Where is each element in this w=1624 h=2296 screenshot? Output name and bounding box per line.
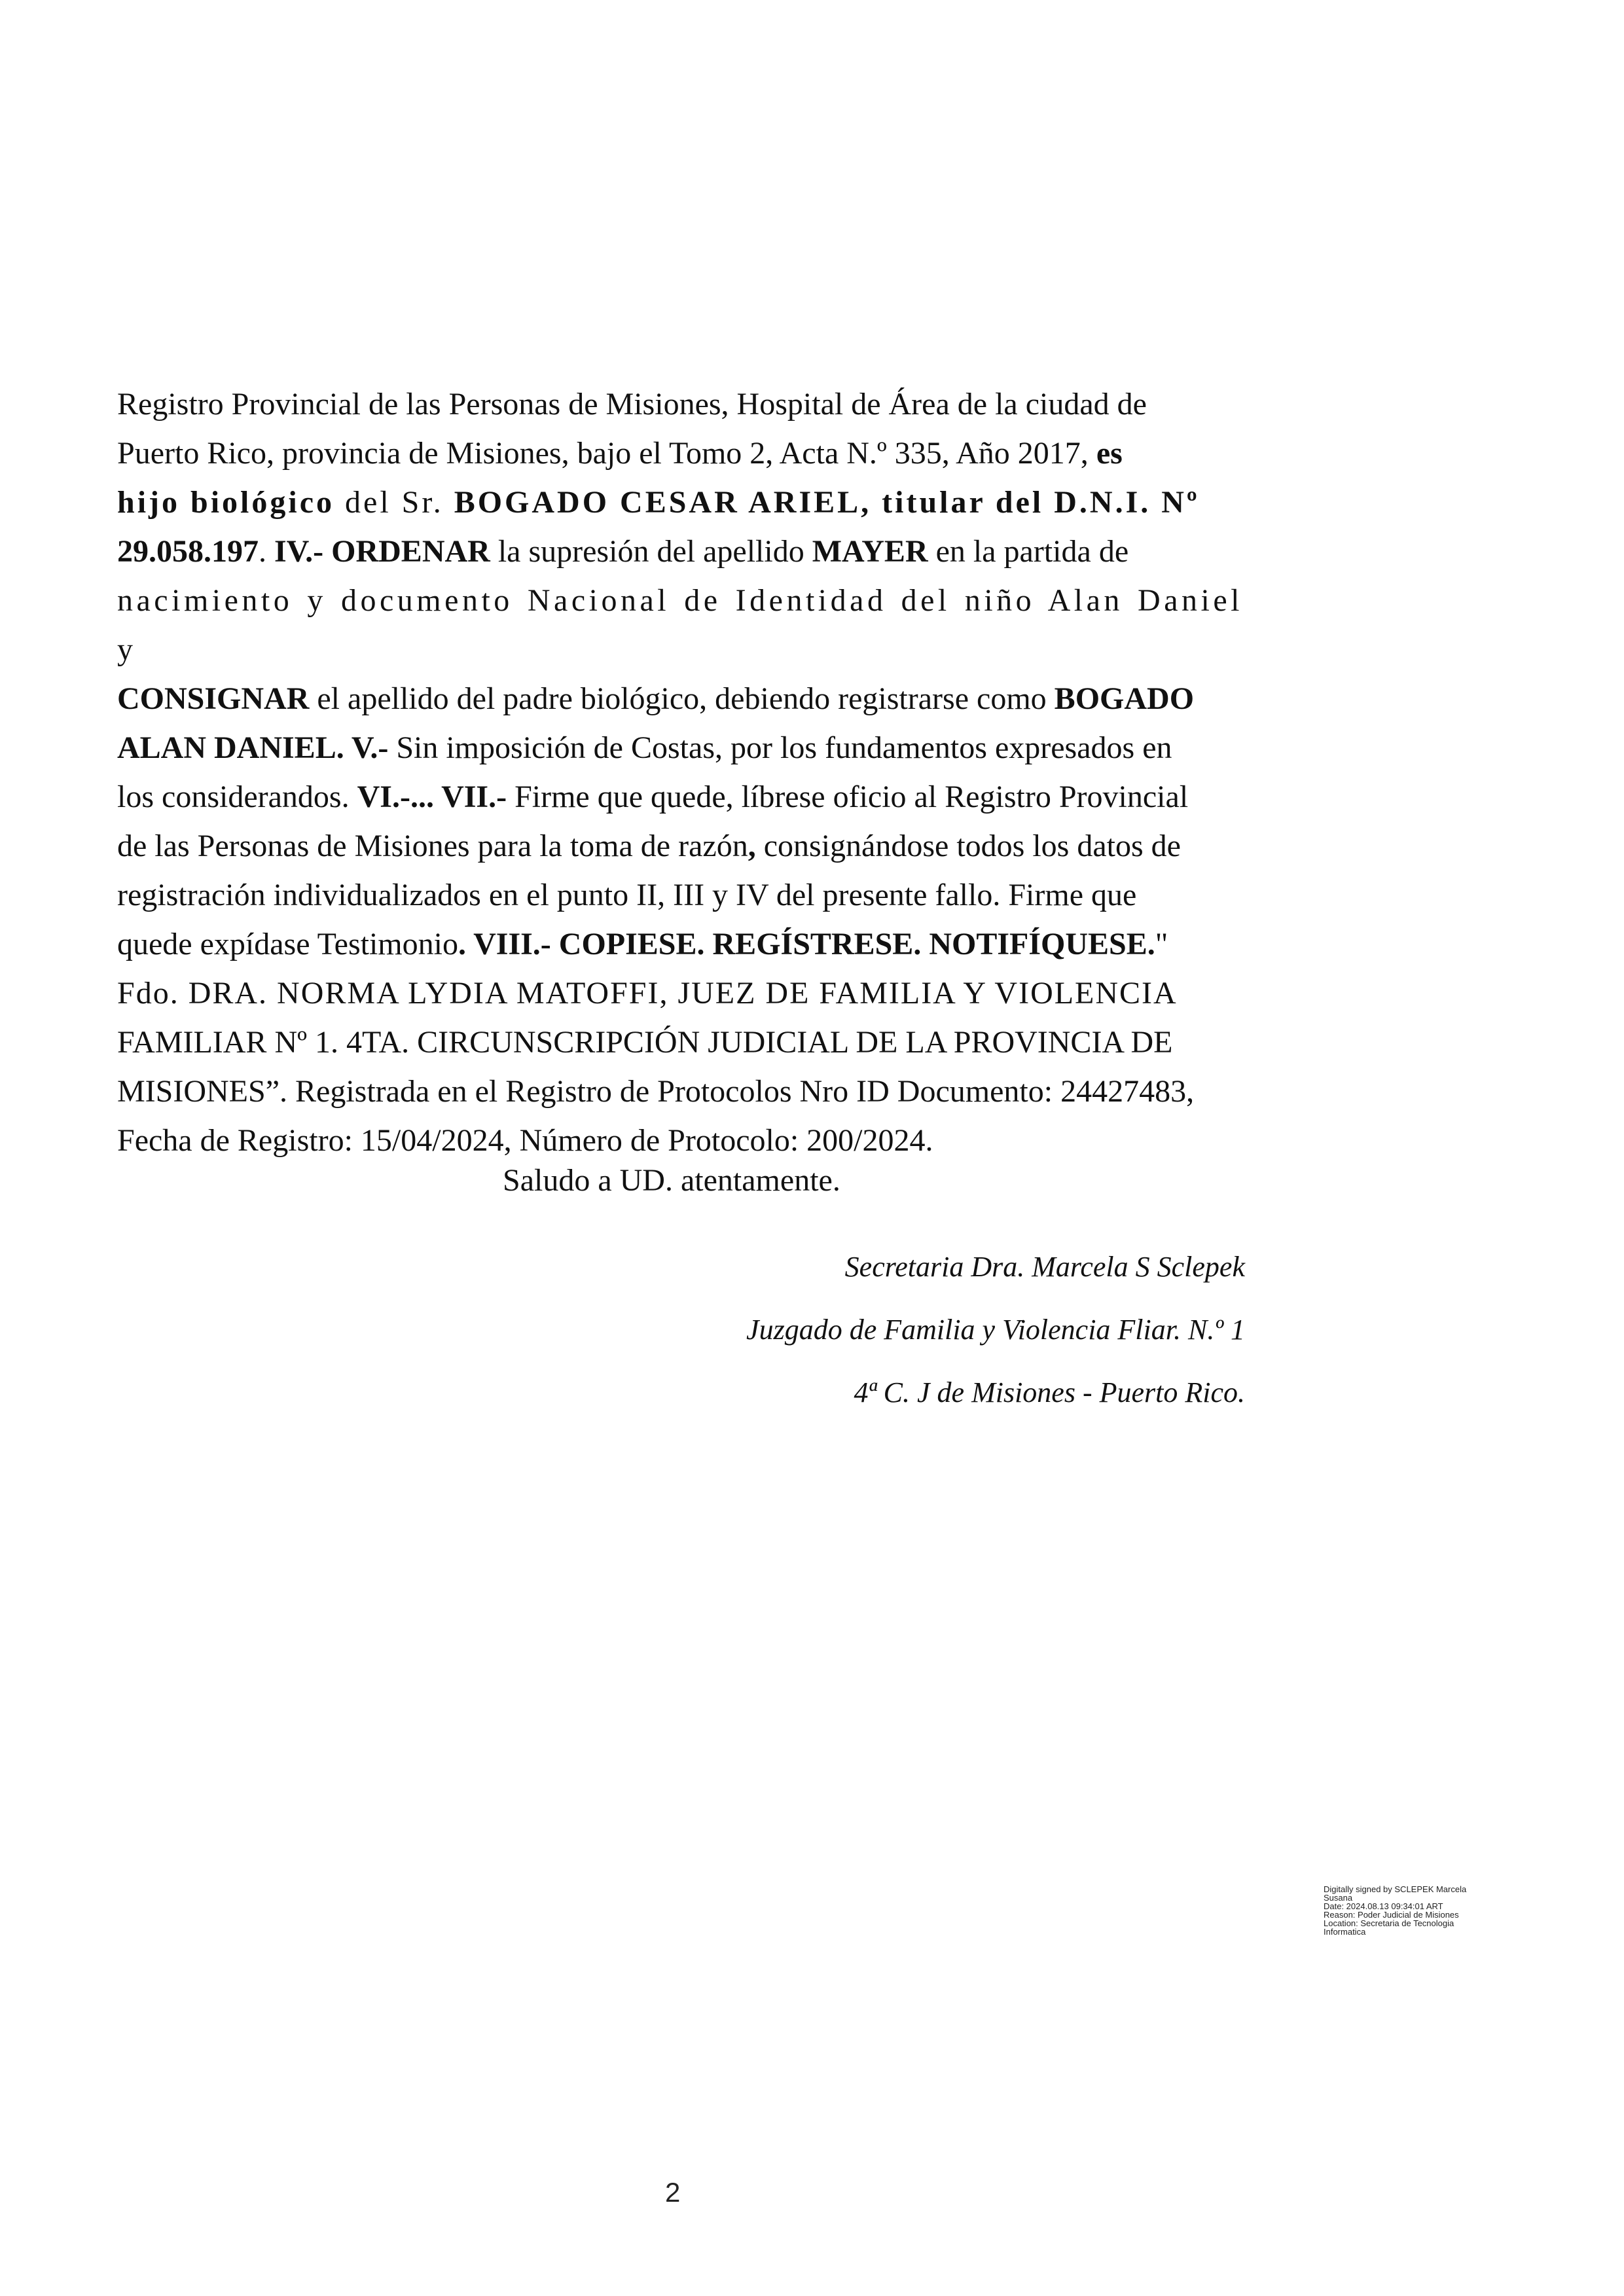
text-line: quede expídase Testimonio. VIII.- COPIESE. REGÍSTRESE. NOTIFÍQUESE." xyxy=(117,927,1168,961)
text-line: nacimiento y documento Nacional de Identidad del niño Alan Daniel y xyxy=(117,583,1243,667)
resolution-text xyxy=(117,380,1243,1165)
text-line: CONSIGNAR el apellido del padre biológico, debiendo registrarse como BOGADO xyxy=(117,681,1195,716)
text-line: hijo biológico del Sr. BOGADO CESAR ARIEL, titular del D.N.I. Nº xyxy=(117,485,1200,520)
closing-salutation: Saludo a UD. atentamente. xyxy=(503,1163,840,1198)
text-line: Puerto Rico, provincia de Misiones, bajo el Tomo 2, Acta N.º 335, Año 2017, es xyxy=(117,436,1123,471)
signature-name: Secretaria Dra. Marcela S Sclepek xyxy=(844,1251,1245,1283)
stamp-line: Susana xyxy=(1324,1893,1353,1903)
text-line: registración individualizados en el punto II, III y IV del presente fallo. Firme que xyxy=(117,878,1137,912)
stamp-line: Informatica xyxy=(1324,1927,1366,1937)
text-line: de las Personas de Misiones para la toma de razón, consignándose todos los datos de xyxy=(117,829,1181,863)
text-line: 29.058.197. IV.- ORDENAR la supresión del apellido MAYER en la partida de xyxy=(117,534,1129,569)
signature-jurisdiction: 4ª C. J de Misiones - Puerto Rico. xyxy=(854,1376,1245,1408)
stamp-line: Date: 2024.08.13 09:34:01 ART xyxy=(1324,1901,1443,1911)
text-line: Registro Provincial de las Personas de Misiones, Hospital de Área de la ciudad de xyxy=(117,387,1147,422)
digital-signature-stamp xyxy=(1324,1885,1520,1936)
text-line: FAMILIAR Nº 1. 4TA. CIRCUNSCRIPCIÓN JUDICIAL DE LA PROVINCIA DE xyxy=(117,1025,1173,1060)
stamp-line: Reason: Poder Judicial de Misiones xyxy=(1324,1910,1459,1920)
page-number: 2 xyxy=(665,2177,681,2208)
text-line: los considerandos. VI.-... VII.- Firme que quede, líbrese oficio al Registro Provincial xyxy=(117,780,1189,814)
text-line: ALAN DANIEL. V.- Sin imposición de Costas, por los fundamentos expresados en xyxy=(117,730,1172,765)
text-line: MISIONES”. Registrada en el Registro de Protocolos Nro ID Documento: 24427483, xyxy=(117,1074,1195,1109)
text-line: Fecha de Registro: 15/04/2024, Número de Protocolo: 200/2024. xyxy=(117,1123,933,1158)
text-line: Fdo. DRA. NORMA LYDIA MATOFFI, JUEZ DE FAMILIA Y VIOLENCIA xyxy=(117,976,1178,1011)
stamp-line: Location: Secretaria de Tecnologia xyxy=(1324,1918,1454,1928)
signature-court: Juzgado de Familia y Violencia Fliar. N.º 1 xyxy=(746,1314,1245,1346)
stamp-line: Digitally signed by SCLEPEK Marcela xyxy=(1324,1884,1467,1894)
